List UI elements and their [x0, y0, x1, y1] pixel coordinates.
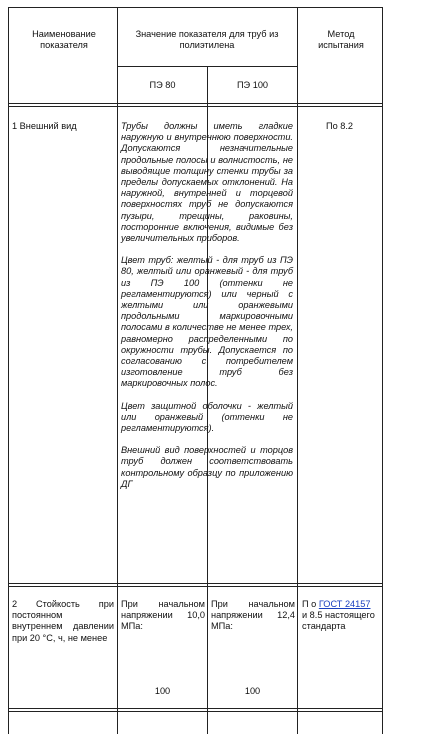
header-value: Значение показателя для труб из полиэтилена: [135, 29, 279, 51]
row1-requirements: [121, 121, 293, 501]
row2-pe80-condition: При начальном напряжении 10,0 МПа:: [121, 599, 205, 632]
gost-24157-link[interactable]: ГОСТ 24157: [318, 599, 371, 609]
row2-pe100-value: 100: [244, 686, 261, 696]
row2-pe100-condition: При начальном напряжении 12,4 МПа:: [211, 599, 295, 632]
table-border-right: [382, 7, 383, 734]
row1-indicator-name: 1 Внешний вид: [12, 121, 77, 131]
header-indicator-name: Наименование показателя: [32, 29, 96, 51]
row2-method-suffix: и 8.5 настоящего стандарта: [302, 610, 375, 632]
row2-method-prefix: П о: [302, 599, 317, 609]
row2-pe80-value: 100: [154, 686, 171, 696]
col-divider-1: [117, 7, 118, 734]
header-pe100: ПЭ 100: [236, 80, 269, 90]
row1-paragraph-surface: Трубы должны иметь гладкие наружную и внутреннюю поверхности. Допускаются незначительные продольные полосы и волнистость, не выводящие толщину стенки трубы за пределы допускаемых отклонений. На наружной, внутренней и торцевой поверхностях труб не допускаются пузыри, трещины, раковины, посторонние включения, видимые без увеличительных приборов.: [121, 121, 293, 244]
row1-border-bottom-2: [8, 586, 383, 587]
header-border-bottom: [8, 103, 383, 104]
table-border-top: [8, 7, 383, 8]
row1-paragraph-sheath: Цвет защитной оболочки - желтый или оранжевый (оттенки не регламентируются).: [121, 400, 293, 434]
row1-border-bottom: [8, 583, 383, 584]
row1-paragraph-color: Цвет труб: желтый - для труб из ПЭ 80, желтый или оранжевый - для труб из ПЭ 100 (оттенки не регламентируются) или черный с желтыми или оранжевыми продольными маркировочными полосами в количестве не менее трех, равномерно распределенными по окружности трубы. Допускается по согласованию с потребителем изготовление труб без маркировочных полос.: [121, 255, 293, 389]
row2-border-bottom: [8, 708, 383, 709]
table-border-left: [8, 7, 9, 734]
col-divider-3: [297, 7, 298, 734]
row2-indicator-name: 2 Стойкость при постоянном внутреннем давлении при 20 °С, ч, не менее: [12, 599, 114, 643]
row1-test-method: По 8.2: [325, 121, 354, 131]
header-border-bottom-2: [8, 106, 383, 107]
header-pe80: ПЭ 80: [149, 80, 176, 90]
row2-border-bottom-2: [8, 711, 383, 712]
row2-test-method: [302, 599, 378, 633]
header-test-method: Метод испытания: [318, 29, 364, 51]
row1-paragraph-sample: Внешний вид поверхностей и торцов труб должен соответствовать контрольному образцу по приложению ДГ: [121, 445, 293, 489]
